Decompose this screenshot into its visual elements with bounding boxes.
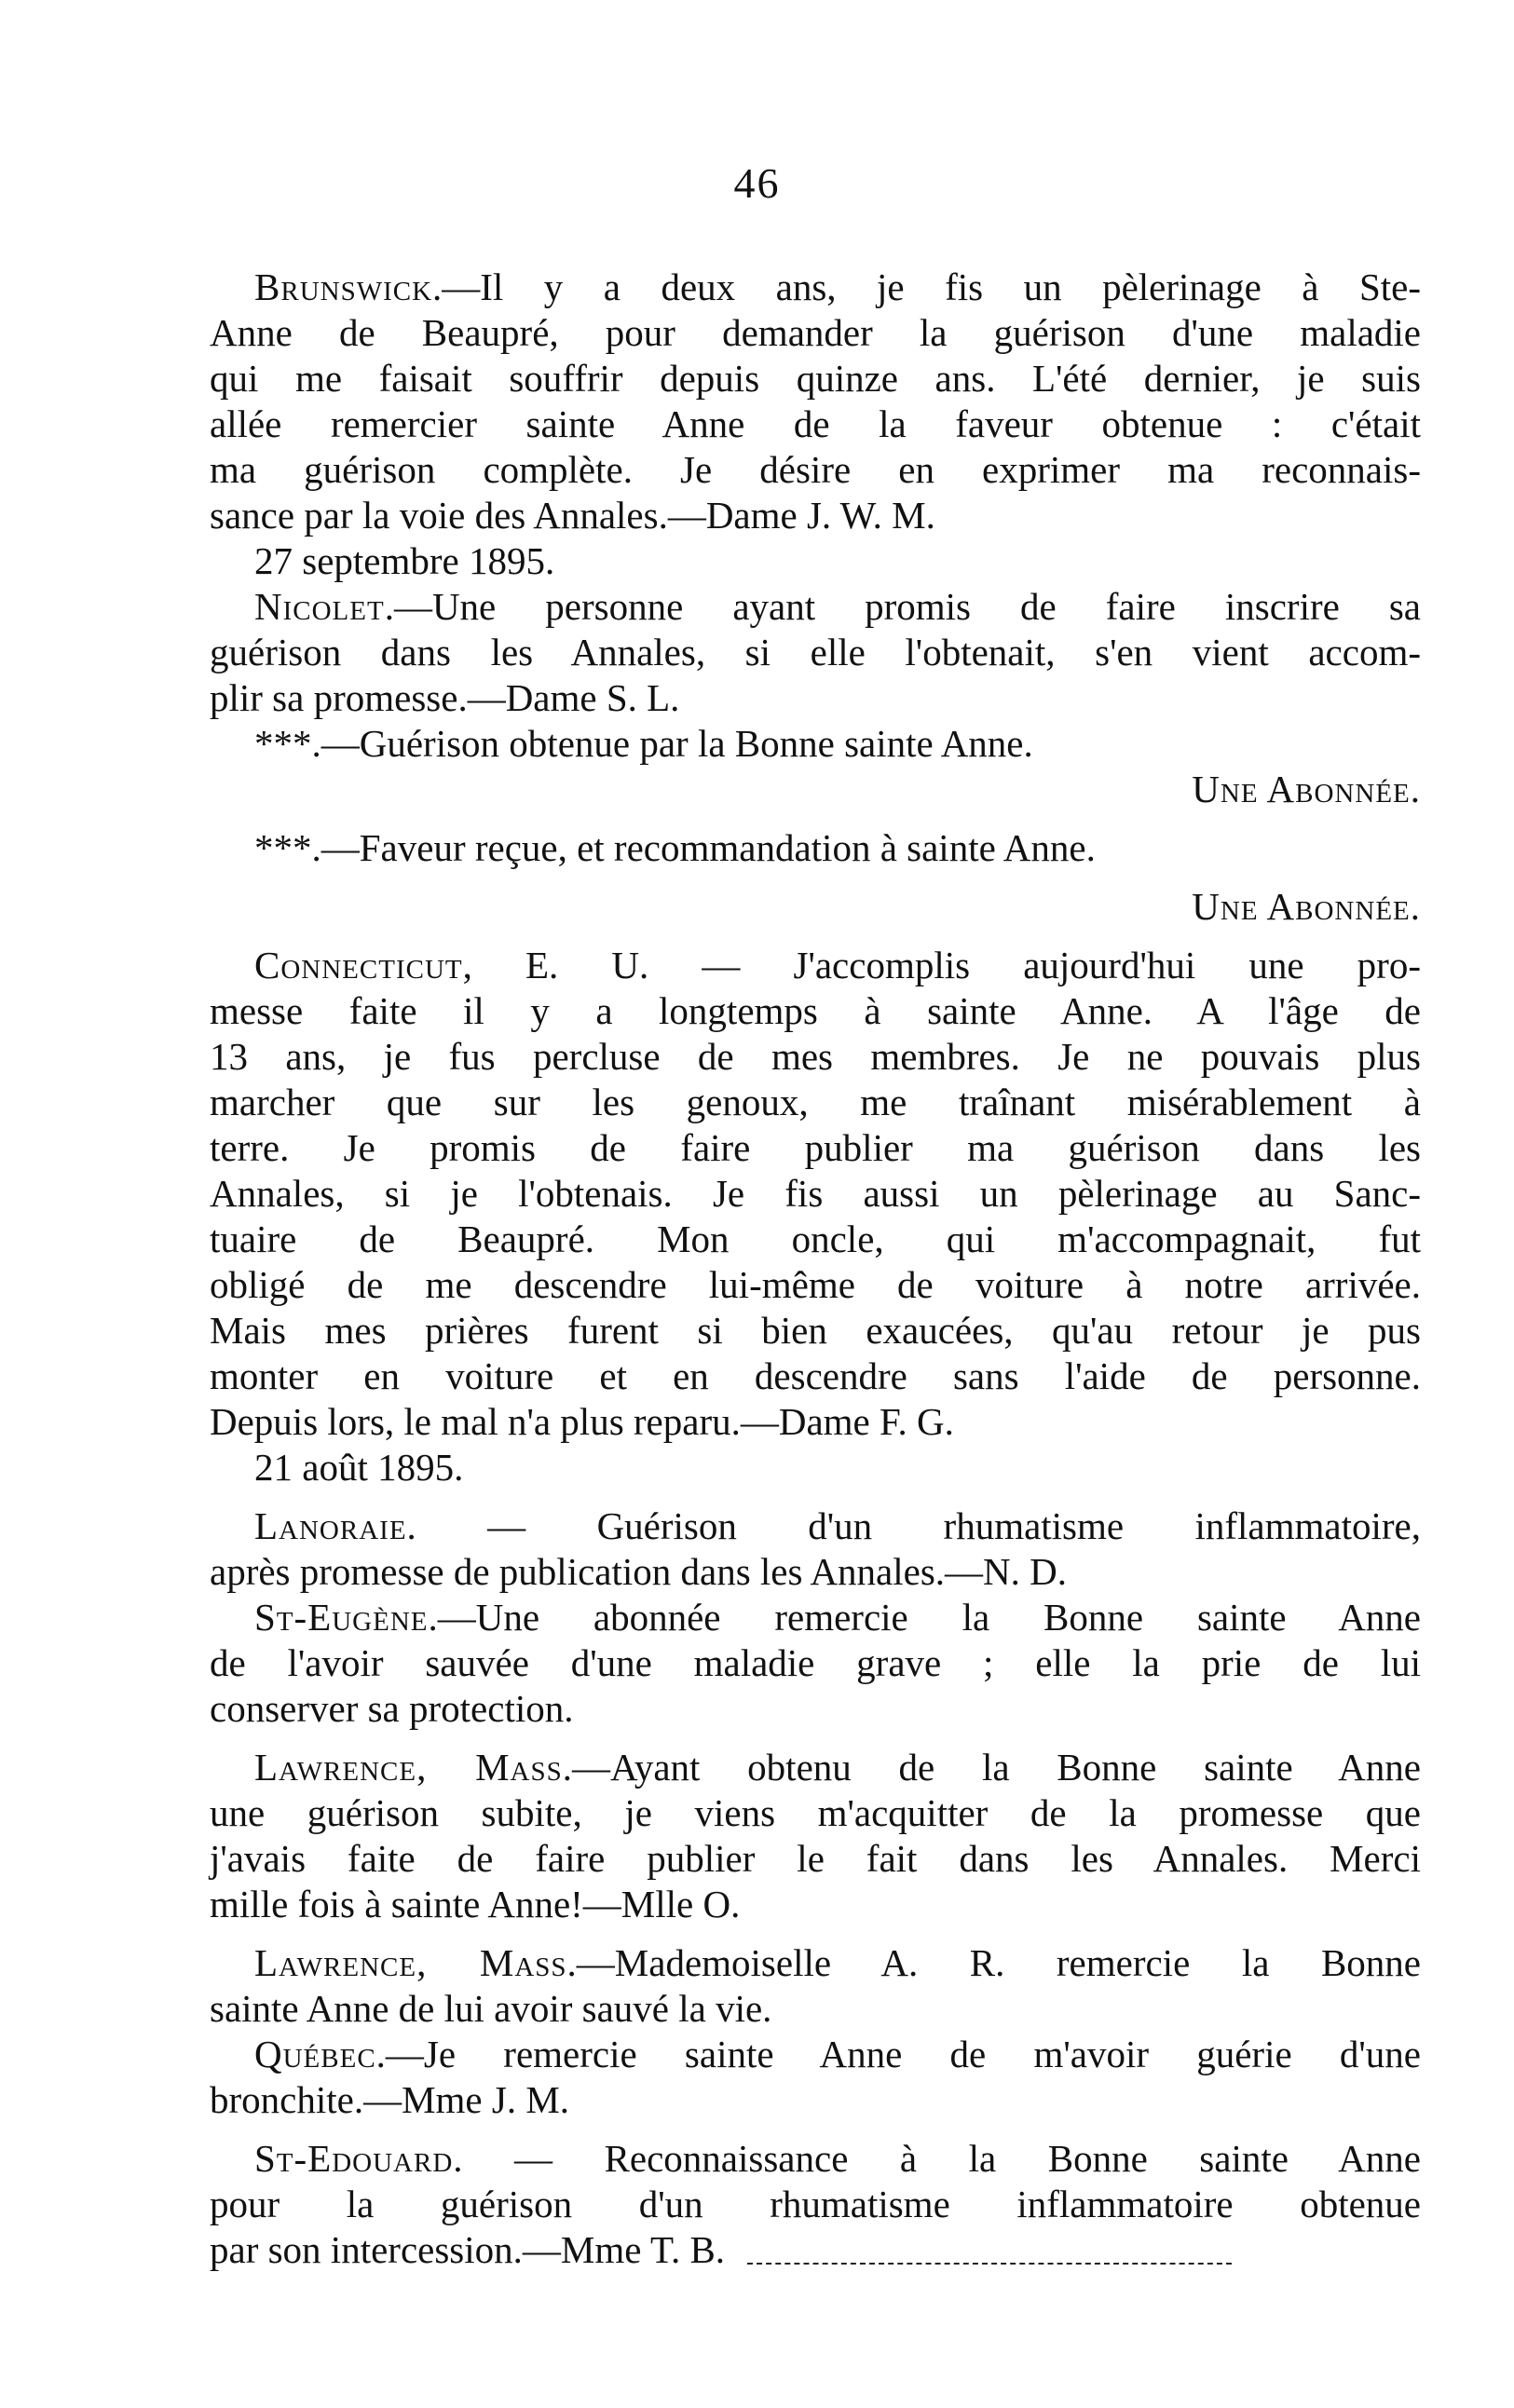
entry-line: Connecticut, E. U. — J'accomplis aujourd'hui une pro- bbox=[254, 944, 1421, 986]
entry-st-eugene bbox=[210, 1595, 1421, 1732]
place-name: Lanoraie bbox=[254, 1504, 407, 1547]
entry-line: St-Eugène.—Une abonnée remercie la Bonne sainte Anne bbox=[254, 1596, 1421, 1639]
entry-line: sainte Anne de lui avoir sauvé la vie. bbox=[210, 1987, 772, 2030]
place-name: Nicolet bbox=[254, 585, 385, 628]
entry-line: de l'avoir sauvée d'une maladie grave ; elle la prie de lui bbox=[210, 1641, 1421, 1684]
entry-line: une guérison subite, je viens m'acquitter de la promesse que bbox=[210, 1791, 1421, 1834]
entry-line: bronchite.—Mme J. M. bbox=[210, 2078, 570, 2121]
entry-quebec bbox=[210, 2032, 1421, 2123]
entry-line: ***.—Guérison obtenue par la Bonne sainte Anne. bbox=[254, 722, 1033, 765]
page-number: 46 bbox=[733, 159, 781, 207]
entry-line: Anne de Beaupré, pour demander la guérison d'une maladie bbox=[210, 311, 1421, 354]
entry-line: terre. Je promis de faire publier ma guérison dans les bbox=[210, 1126, 1421, 1169]
entry-line: obligé de me descendre lui-même de voiture à notre arrivée. bbox=[210, 1263, 1421, 1306]
entry-line: guérison dans les Annales, si elle l'obtenait, s'en vient accom- bbox=[210, 631, 1421, 673]
entry-line: St-Edouard. — Reconnaissance à la Bonne sainte Anne bbox=[254, 2137, 1421, 2180]
entry-line: ***.—Faveur reçue, et recommandation à sainte Anne. bbox=[254, 826, 1096, 869]
entry-line: sance par la voie des Annales.—Dame J. W. M. bbox=[210, 494, 935, 537]
entry-line: messe faite il y a longtemps à sainte Anne. A l'âge de bbox=[210, 989, 1421, 1032]
entry-lawrence-1 bbox=[210, 1745, 1421, 1927]
place-name: St-Eugène bbox=[254, 1596, 429, 1639]
entry-signature: Une Abonnée. bbox=[1192, 885, 1421, 928]
dashed-rule bbox=[747, 2263, 1232, 2265]
entry-line: tuaire de Beaupré. Mon oncle, qui m'accompagnait, fut bbox=[210, 1218, 1421, 1260]
entry-line: ma guérison complète. Je désire en exprimer ma reconnais- bbox=[210, 448, 1421, 491]
place-name: St-Edouard bbox=[254, 2137, 454, 2180]
entry-line: après promesse de publication dans les Annales.—N. D. bbox=[210, 1550, 1068, 1593]
entry-line: pour la guérison d'un rhumatisme inflammatoire obtenue bbox=[210, 2183, 1421, 2225]
entry-line: qui me faisait souffrir depuis quinze ans. L'été dernier, je suis bbox=[210, 357, 1421, 400]
entry-brunswick bbox=[210, 265, 1421, 584]
entry-line: Depuis lors, le mal n'a plus reparu.—Dame F. G. bbox=[210, 1400, 954, 1443]
place-name: Brunswick bbox=[254, 265, 433, 308]
entry-anonymous-1 bbox=[210, 721, 1421, 812]
article-body bbox=[210, 265, 1421, 2273]
place-name: Connecticut bbox=[254, 944, 463, 986]
entry-line: 13 ans, je fus percluse de mes membres. Je ne pouvais plus bbox=[210, 1035, 1421, 1078]
place-name: Lawrence, Mass bbox=[254, 1941, 567, 1984]
entry-line: plir sa promesse.—Dame S. L. bbox=[210, 676, 680, 719]
entry-line: Lawrence, Mass.—Ayant obtenu de la Bonne sainte Anne bbox=[254, 1746, 1421, 1789]
entry-line: mille fois à sainte Anne!—Mlle O. bbox=[210, 1883, 741, 1925]
entry-nicolet bbox=[210, 584, 1421, 721]
entry-signature: Une Abonnée. bbox=[1192, 768, 1421, 810]
entry-line: par son intercession.—Mme T. B. bbox=[210, 2227, 1421, 2273]
entry-line: conserver sa protection. bbox=[210, 1687, 574, 1730]
entry-line: Lanoraie. — Guérison d'un rhumatisme inflammatoire, bbox=[254, 1504, 1421, 1547]
entry-line: Nicolet.—Une personne ayant promis de faire inscrire sa bbox=[254, 585, 1421, 628]
entry-lawrence-2 bbox=[210, 1940, 1421, 2032]
entry-line: j'avais faite de faire publier le fait dans les Annales. Merci bbox=[210, 1837, 1421, 1880]
place-name: Lawrence, Mass bbox=[254, 1746, 563, 1789]
entry-line: monter en voiture et en descendre sans l'aide de personne. bbox=[210, 1354, 1421, 1397]
entry-line: allée remercier sainte Anne de la faveur obtenue : c'était bbox=[210, 402, 1421, 445]
entry-line: Lawrence, Mass.—Mademoiselle A. R. remercie la Bonne bbox=[254, 1941, 1421, 1984]
entry-date: 21 août 1895. bbox=[254, 1446, 464, 1489]
entry-lanoraie bbox=[210, 1503, 1421, 1595]
entry-connecticut bbox=[210, 943, 1421, 1490]
entry-anonymous-2 bbox=[210, 825, 1421, 930]
entry-line: marcher que sur les genoux, me traînant misérablement à bbox=[210, 1081, 1421, 1123]
entry-date: 27 septembre 1895. bbox=[254, 539, 555, 582]
entry-line: Annales, si je l'obtenais. Je fis aussi un pèlerinage au Sanc- bbox=[210, 1172, 1421, 1215]
entry-st-edouard bbox=[210, 2136, 1421, 2273]
entry-line: Mais mes prières furent si bien exaucées, qu'au retour je pus bbox=[210, 1309, 1421, 1352]
place-name: Québec bbox=[254, 2033, 376, 2075]
entry-line: Brunswick.—Il y a deux ans, je fis un pèlerinage à Ste- bbox=[254, 265, 1421, 308]
entry-line: Québec.—Je remercie sainte Anne de m'avoir guérie d'une bbox=[254, 2033, 1421, 2075]
